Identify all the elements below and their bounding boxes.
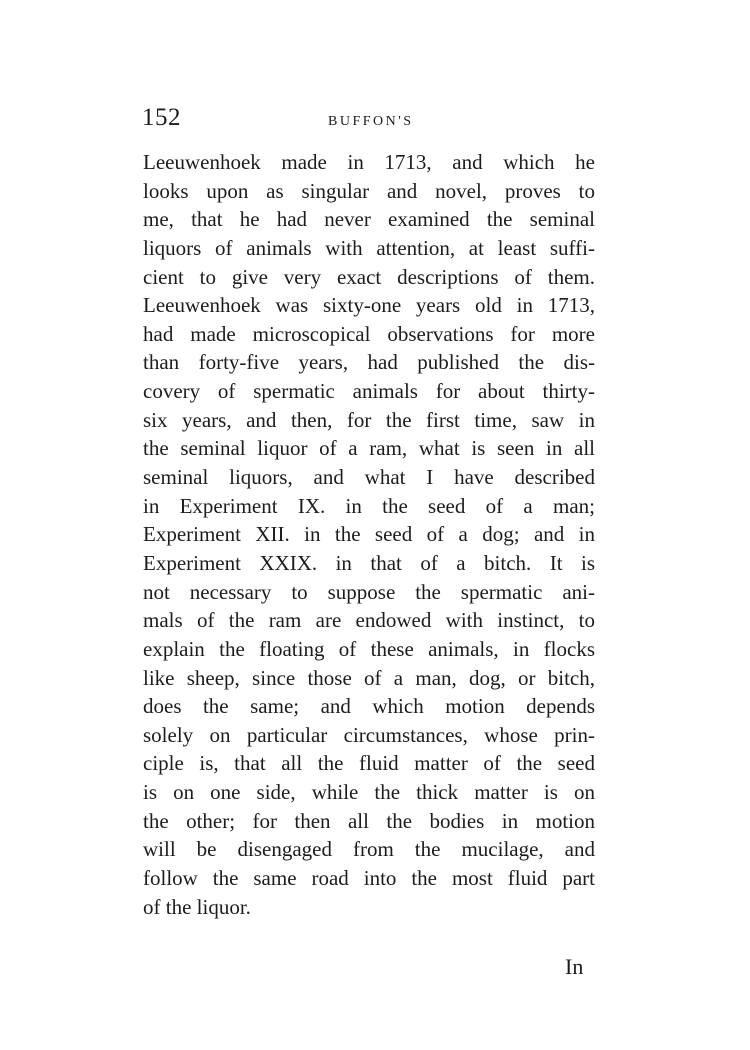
text-line: does the same; and which motion depends [143, 694, 595, 719]
text-line: follow the same road into the most fluid part [143, 866, 595, 891]
text-line: will be disengaged from the mucilage, and [143, 837, 595, 862]
text-line: than forty-five years, had published the dis- [143, 350, 595, 375]
text-line: the other; for then all the bodies in motion [143, 808, 595, 833]
text-line: ciple is, that all the fluid matter of the seed [143, 751, 595, 776]
text-line: covery of spermatic animals for about thirty- [143, 379, 595, 404]
text-line-last: of the liquor. [143, 894, 251, 919]
text-line: mals of the ram are endowed with instinct, to [143, 608, 595, 633]
text-line: had made microscopical observations for more [143, 321, 595, 346]
body-text [143, 148, 595, 921]
text-line: six years, and then, for the first time, saw in [143, 407, 595, 432]
running-title: BUFFON'S [328, 114, 414, 129]
text-line: like sheep, since those of a man, dog, or bitch, [143, 665, 595, 690]
text-line: liquors of animals with attention, at least suffi- [143, 235, 595, 260]
text-line: Experiment XII. in the seed of a dog; and in [143, 522, 595, 547]
text-line: cient to give very exact descriptions of them. [143, 264, 595, 289]
text-line: Leeuwenhoek was sixty-one years old in 1713, [143, 293, 595, 318]
text-line: explain the floating of these animals, in flocks [143, 636, 595, 661]
text-line: looks upon as singular and novel, proves to [143, 178, 595, 203]
text-line: in Experiment IX. in the seed of a man; [143, 493, 595, 518]
running-head [142, 104, 602, 134]
page-number: 152 [142, 104, 181, 131]
text-line: seminal liquors, and what I have described [143, 465, 595, 490]
text-line: not necessary to suppose the spermatic ani- [143, 579, 595, 604]
text-line: solely on particular circumstances, whose prin- [143, 722, 595, 747]
text-line: Leeuwenhoek made in 1713, and which he [143, 150, 595, 174]
text-line: Experiment XXIX. in that of a bitch. It is [143, 550, 595, 575]
text-line: is on one side, while the thick matter is on [143, 780, 595, 805]
catchword: In [565, 954, 584, 979]
text-line: me, that he had never examined the seminal [143, 207, 595, 232]
text-line: the seminal liquor of a ram, what is seen in all [143, 436, 595, 461]
